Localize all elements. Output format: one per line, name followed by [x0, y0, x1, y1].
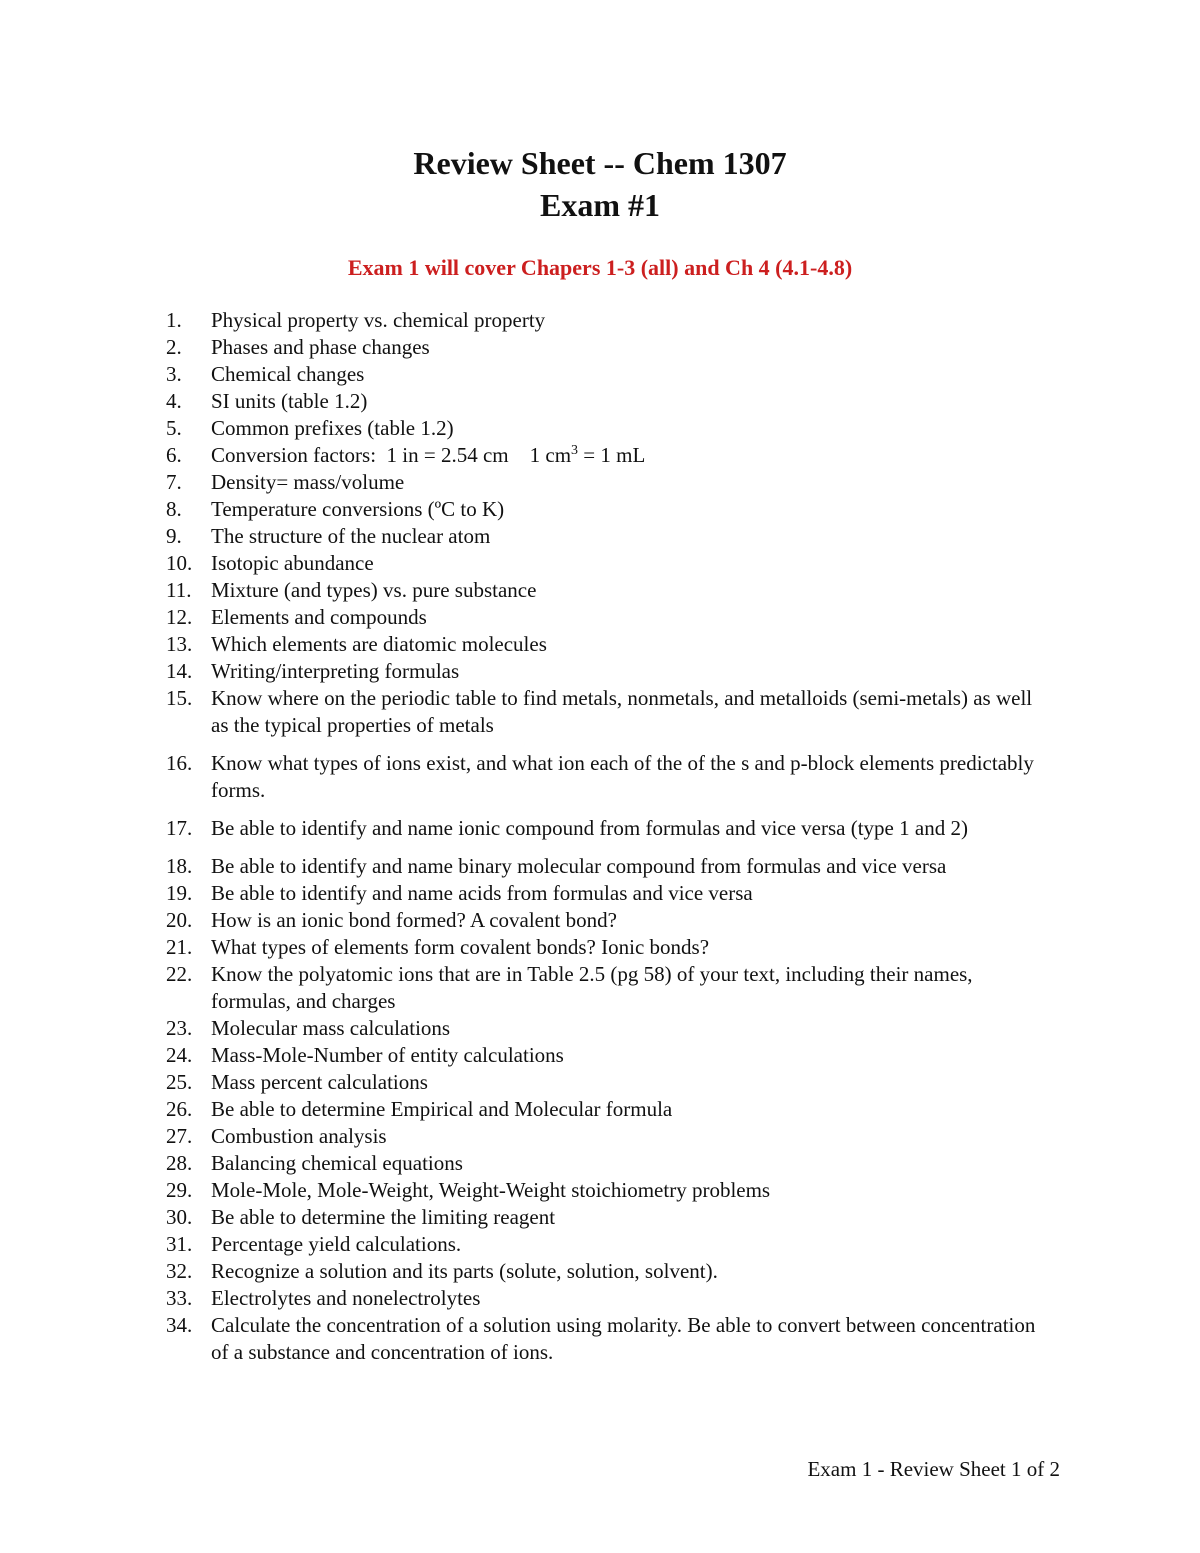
- topic-text: The structure of the nuclear atom: [211, 524, 491, 548]
- topic-item: [166, 750, 1046, 804]
- topic-text: Writing/interpreting formulas: [211, 659, 460, 683]
- topic-text: What types of elements form covalent bonds? Ionic bonds?: [211, 935, 710, 959]
- topic-text: Elements and compounds: [211, 605, 427, 629]
- topic-number: 20.: [166, 908, 193, 932]
- topic-item: [166, 550, 1046, 577]
- topic-text: Know the polyatomic ions that are in Table 2.5 (pg 58) of your text, including their names, formulas, and charges: [211, 962, 973, 1013]
- topic-item: [166, 815, 1046, 842]
- topic-number: 27.: [166, 1124, 193, 1148]
- topic-text: Mass percent calculations: [211, 1070, 428, 1094]
- topic-number: 11.: [166, 578, 192, 602]
- topic-text: Phases and phase changes: [211, 335, 430, 359]
- topic-text: Mixture (and types) vs. pure substance: [211, 578, 537, 602]
- topic-number: 24.: [166, 1043, 193, 1067]
- topic-item: [166, 907, 1046, 934]
- topic-item: [166, 1231, 1046, 1258]
- topic-number: 22.: [166, 962, 193, 986]
- topic-number: 28.: [166, 1151, 193, 1175]
- topic-number: 6.: [166, 443, 182, 467]
- topic-text: Be able to determine the limiting reagent: [211, 1205, 556, 1229]
- topic-number: 9.: [166, 524, 182, 548]
- topic-number: 31.: [166, 1232, 193, 1256]
- topic-item: [166, 415, 1046, 442]
- topic-text: Calculate the concentration of a solution using molarity. Be able to convert between concentration of a substance and concentration of ions.: [211, 1313, 1036, 1364]
- topic-number: 14.: [166, 659, 193, 683]
- topic-item: [166, 1096, 1046, 1123]
- topic-item: [166, 934, 1046, 961]
- topic-number: 29.: [166, 1178, 193, 1202]
- topic-text: Chemical changes: [211, 362, 365, 386]
- topic-item: [166, 853, 1046, 880]
- topic-item: [166, 361, 1046, 388]
- topic-number: 18.: [166, 854, 193, 878]
- superscript-exponent: 3: [571, 443, 579, 458]
- topic-number: 15.: [166, 686, 193, 710]
- topic-number: 3.: [166, 362, 182, 386]
- topic-text: Be able to identify and name binary molecular compound from formulas and vice versa: [211, 854, 947, 878]
- topic-text: Which elements are diatomic molecules: [211, 632, 547, 656]
- page-title: Review Sheet -- Chem 1307: [413, 145, 787, 181]
- topic-number: 21.: [166, 935, 193, 959]
- topic-number: 30.: [166, 1205, 193, 1229]
- topic-item: [166, 1069, 1046, 1096]
- topic-text: Physical property vs. chemical property: [211, 308, 546, 332]
- topic-text: Know where on the periodic table to find metals, nonmetals, and metalloids (semi-metals) as well as the typical properties of metals: [211, 686, 1033, 737]
- topic-number: 8.: [166, 497, 182, 521]
- topic-item: [166, 1150, 1046, 1177]
- topic-item: [166, 1285, 1046, 1312]
- topic-text: Molecular mass calculations: [211, 1016, 451, 1040]
- topic-number: 34.: [166, 1313, 193, 1337]
- topic-number: 4.: [166, 389, 182, 413]
- topic-text: Isotopic abundance: [211, 551, 374, 575]
- topic-item: [166, 631, 1046, 658]
- exam-coverage-note: Exam 1 will cover Chapers 1-3 (all) and Ch 4 (4.1-4.8): [347, 255, 853, 280]
- topic-item: [166, 1258, 1046, 1285]
- topic-text: Common prefixes (table 1.2): [211, 416, 454, 440]
- topic-text: Know what types of ions exist, and what ion each of the of the s and p-block elements predictably forms.: [211, 751, 1034, 802]
- topic-item: [166, 604, 1046, 631]
- topic-item: [166, 1015, 1046, 1042]
- topic-number: 32.: [166, 1259, 193, 1283]
- page-footer: Exam 1 - Review Sheet 1 of 2: [807, 1457, 1060, 1481]
- topic-text: Mass-Mole-Number of entity calculations: [211, 1043, 564, 1067]
- topic-number: 5.: [166, 416, 182, 440]
- topic-item: [166, 307, 1046, 334]
- conversion-text-part: Conversion factors: 1 in = 2.54 cm 1 cm: [211, 443, 572, 467]
- topic-number: 13.: [166, 632, 193, 656]
- topic-item: [166, 1204, 1046, 1231]
- topic-item: [166, 469, 1046, 496]
- conversion-text-part: = 1 mL: [578, 443, 646, 467]
- topic-text: Recognize a solution and its parts (solute, solution, solvent).: [211, 1259, 718, 1283]
- topic-text: [211, 442, 1046, 469]
- topic-number: 19.: [166, 881, 193, 905]
- topic-number: 2.: [166, 335, 182, 359]
- topic-item: [166, 334, 1046, 361]
- topic-text: Mole-Mole, Mole-Weight, Weight-Weight stoichiometry problems: [211, 1178, 771, 1202]
- topic-text: Be able to identify and name ionic compound from formulas and vice versa (type 1 and 2): [211, 816, 968, 840]
- topic-text: Percentage yield calculations.: [211, 1232, 462, 1256]
- topic-item: [166, 1123, 1046, 1150]
- topic-item: [166, 496, 1046, 523]
- topic-item: [166, 1042, 1046, 1069]
- topic-number: 12.: [166, 605, 193, 629]
- topic-number: 10.: [166, 551, 193, 575]
- topic-item: [166, 577, 1046, 604]
- topic-number: 26.: [166, 1097, 193, 1121]
- topic-number: 17.: [166, 816, 193, 840]
- topic-text: Be able to identify and name acids from formulas and vice versa: [211, 881, 753, 905]
- exam-subtitle: Exam #1: [540, 187, 660, 223]
- topic-item: [166, 388, 1046, 415]
- topic-text: Temperature conversions (ºC to K): [211, 497, 505, 521]
- topic-item: [166, 685, 1046, 739]
- topic-number: 16.: [166, 751, 193, 775]
- topic-text: SI units (table 1.2): [211, 389, 368, 413]
- topic-item: [166, 1312, 1046, 1366]
- topic-item: [166, 442, 1046, 469]
- topic-text: Be able to determine Empirical and Molecular formula: [211, 1097, 673, 1121]
- topic-item: [166, 523, 1046, 550]
- topic-item: [166, 1177, 1046, 1204]
- topic-number: 33.: [166, 1286, 193, 1310]
- topic-text: Combustion analysis: [211, 1124, 387, 1148]
- topic-number: 25.: [166, 1070, 193, 1094]
- topic-item: [166, 880, 1046, 907]
- topic-text: Balancing chemical equations: [211, 1151, 463, 1175]
- topic-item: [166, 961, 1046, 1015]
- topic-number: 7.: [166, 470, 182, 494]
- topic-list: [166, 307, 1046, 1366]
- topic-item: [166, 658, 1046, 685]
- topic-number: 23.: [166, 1016, 193, 1040]
- topic-text: Electrolytes and nonelectrolytes: [211, 1286, 481, 1310]
- topic-text: Density= mass/volume: [211, 470, 405, 494]
- topic-text: How is an ionic bond formed? A covalent bond?: [211, 908, 617, 932]
- topic-number: 1.: [166, 308, 182, 332]
